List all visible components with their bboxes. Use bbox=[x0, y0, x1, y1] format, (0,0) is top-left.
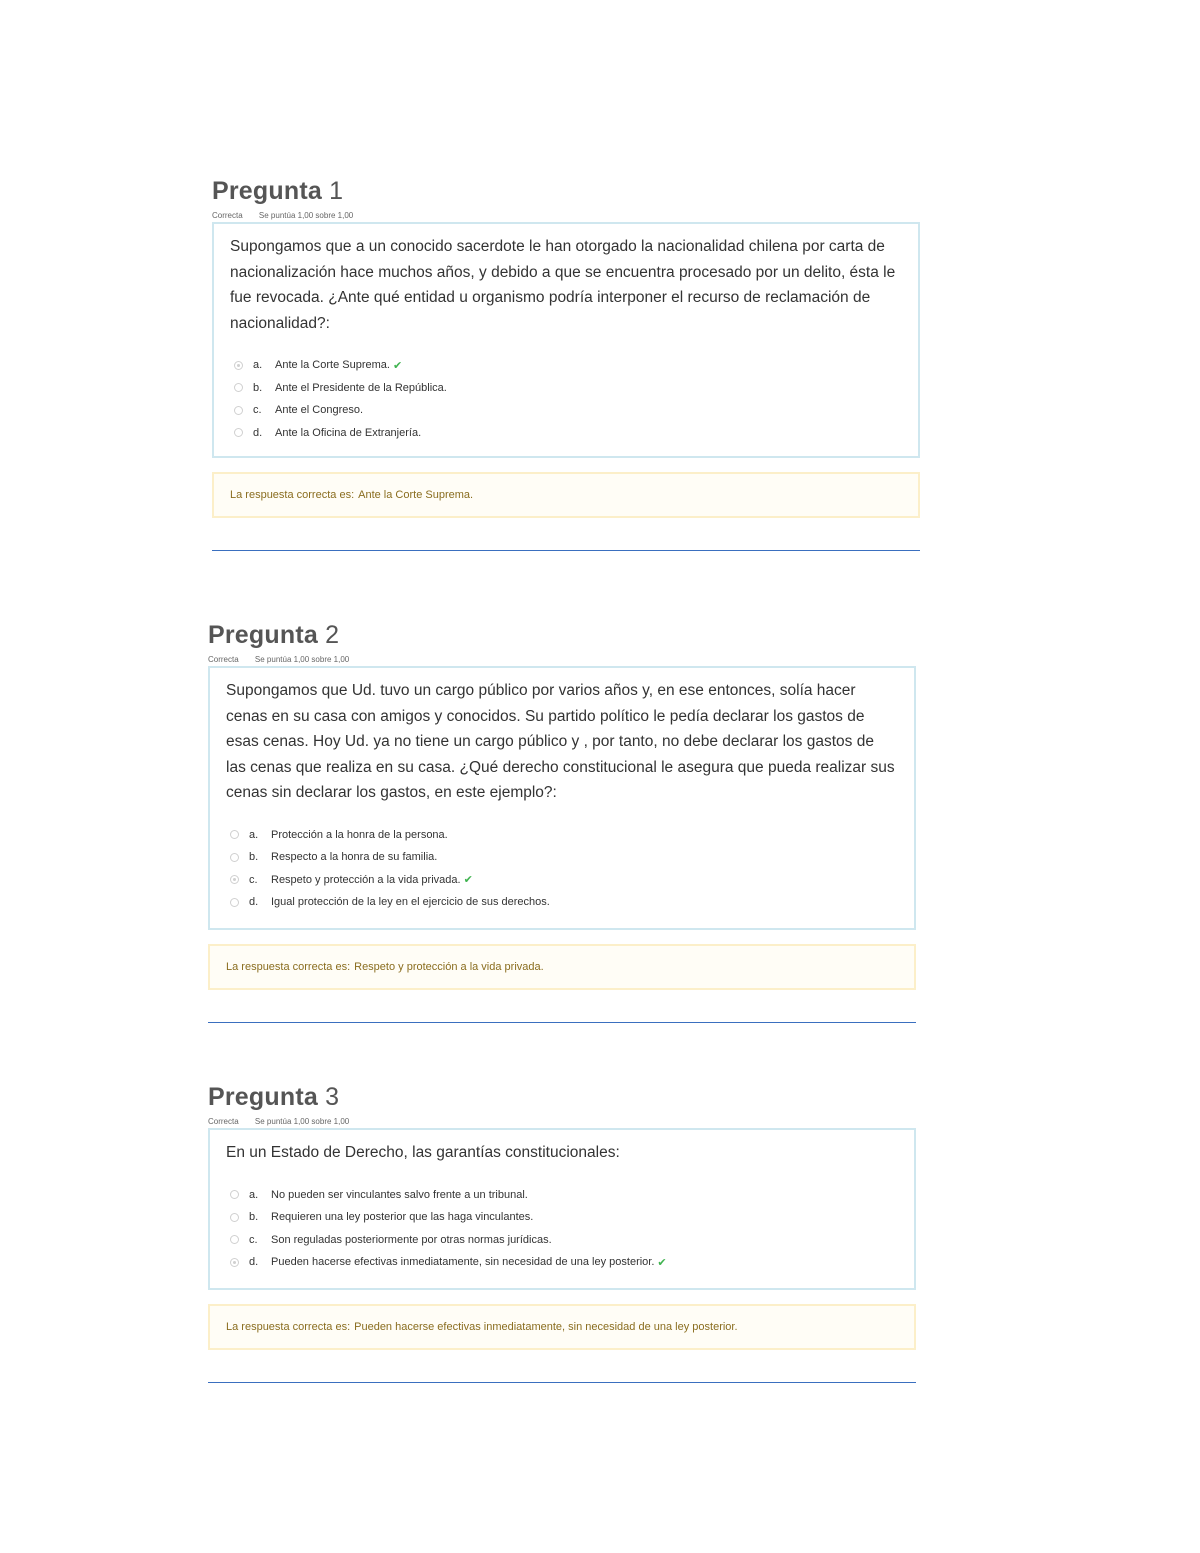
radio-icon[interactable] bbox=[234, 383, 243, 392]
feedback-answer: Pueden hacerse efectivas inmediatamente, sin necesidad de una ley posterior. bbox=[354, 1321, 738, 1333]
option-text: Protección a la honra de la persona. bbox=[271, 828, 448, 841]
question-box bbox=[208, 1128, 916, 1290]
option-letter: d. bbox=[253, 426, 263, 439]
question-text: En un Estado de Derecho, las garantías constitucionales: bbox=[226, 1144, 620, 1161]
option-letter: c. bbox=[249, 873, 258, 886]
radio-icon[interactable] bbox=[230, 1190, 239, 1199]
radio-icon[interactable] bbox=[230, 1258, 239, 1267]
question-status: Correcta bbox=[208, 655, 239, 664]
question-status: Correcta bbox=[208, 1117, 239, 1126]
answer-options bbox=[226, 1184, 898, 1274]
option-letter: a. bbox=[249, 1188, 259, 1201]
feedback-box bbox=[212, 472, 920, 518]
question-label: Pregunta bbox=[208, 621, 318, 649]
option-text: Ante la Corte Suprema. bbox=[275, 359, 390, 372]
answer-option-c[interactable] bbox=[230, 869, 898, 892]
option-text: Ante la Oficina de Extranjería. bbox=[275, 426, 422, 439]
feedback-answer: Respeto y protección a la vida privada. bbox=[354, 961, 544, 973]
radio-icon[interactable] bbox=[230, 1213, 239, 1222]
answer-option-d[interactable] bbox=[230, 891, 898, 914]
question-number: 1 bbox=[329, 177, 344, 205]
question-3 bbox=[208, 1082, 916, 1383]
feedback-prefix: La respuesta correcta es: bbox=[226, 961, 351, 973]
answer-option-a[interactable] bbox=[234, 354, 902, 377]
option-letter: d. bbox=[249, 896, 259, 909]
answer-option-d[interactable] bbox=[234, 422, 902, 445]
check-icon: ✔ bbox=[463, 874, 473, 887]
question-number: 3 bbox=[325, 1083, 340, 1111]
divider bbox=[208, 1382, 916, 1383]
question-box bbox=[208, 666, 916, 930]
radio-icon[interactable] bbox=[230, 898, 239, 907]
option-text: Respeto y protección a la vida privada. bbox=[271, 873, 461, 886]
answer-options bbox=[230, 354, 902, 444]
question-text: Supongamos que a un conocido sacerdote le han otorgado la nacionalidad chilena por carta de nacionalización hace muchos años, y debido a que se encuentra procesado por un delito, ésta le fue revocada. ¿Ante qué entidad u organismo podría interponer el recurso de reclamación de nacionalidad?: bbox=[230, 238, 896, 332]
option-text: Ante el Congreso. bbox=[275, 404, 364, 417]
question-meta bbox=[208, 654, 916, 666]
option-text: Requieren una ley posterior que las haga vinculantes. bbox=[271, 1211, 534, 1224]
option-letter: d. bbox=[249, 1256, 259, 1269]
option-letter: b. bbox=[253, 381, 263, 394]
answer-option-b[interactable] bbox=[230, 846, 898, 869]
check-icon: ✔ bbox=[392, 359, 403, 372]
radio-icon[interactable] bbox=[234, 361, 243, 370]
radio-icon[interactable] bbox=[230, 1235, 239, 1244]
answer-option-c[interactable] bbox=[234, 399, 902, 422]
option-letter: a. bbox=[249, 828, 259, 841]
question-1 bbox=[212, 176, 920, 551]
question-score: Se puntúa 1,00 sobre 1,00 bbox=[254, 655, 350, 664]
radio-icon[interactable] bbox=[230, 875, 239, 884]
question-status: Correcta bbox=[212, 211, 243, 220]
radio-icon[interactable] bbox=[234, 406, 243, 415]
question-meta bbox=[208, 1116, 916, 1128]
question-title bbox=[208, 1082, 916, 1112]
divider bbox=[208, 1022, 916, 1023]
feedback-prefix: La respuesta correcta es: bbox=[226, 1321, 351, 1333]
radio-icon[interactable] bbox=[230, 853, 239, 862]
answer-option-a[interactable] bbox=[230, 1184, 898, 1207]
option-text: No pueden ser vinculantes salvo frente a un tribunal. bbox=[271, 1188, 528, 1201]
question-box bbox=[212, 222, 920, 458]
question-2 bbox=[208, 620, 916, 1023]
question-score: Se puntúa 1,00 sobre 1,00 bbox=[254, 1117, 350, 1126]
question-number: 2 bbox=[325, 621, 340, 649]
radio-icon[interactable] bbox=[230, 830, 239, 839]
option-text: Ante el Presidente de la República. bbox=[275, 381, 447, 394]
answer-options bbox=[226, 824, 898, 914]
question-score: Se puntúa 1,00 sobre 1,00 bbox=[258, 211, 354, 220]
feedback-box bbox=[208, 1304, 916, 1350]
option-text: Igual protección de la ley en el ejercicio de sus derechos. bbox=[271, 896, 550, 909]
option-text: Pueden hacerse efectivas inmediatamente, sin necesidad de una ley posterior. bbox=[271, 1256, 655, 1269]
option-letter: a. bbox=[253, 359, 263, 372]
option-text: Son reguladas posteriormente por otras normas jurídicas. bbox=[271, 1233, 552, 1246]
option-letter: b. bbox=[249, 1211, 259, 1224]
option-letter: c. bbox=[249, 1233, 258, 1246]
question-text: Supongamos que Ud. tuvo un cargo público por varios años y, en ese entonces, solía hacer cenas en su casa con amigos y conocidos. Su partido político le pedía declarar los gastos de esas cenas. Hoy Ud. ya no tiene un cargo público y , por tanto, no debe declarar los gastos de las cenas que realiza en su casa. ¿Qué derecho constitucional le asegura que pueda realizar sus cenas sin declarar los gastos, en este ejemplo?: bbox=[226, 682, 895, 801]
answer-option-c[interactable] bbox=[230, 1229, 898, 1252]
divider bbox=[212, 550, 920, 551]
question-meta bbox=[212, 210, 920, 222]
question-label: Pregunta bbox=[208, 1083, 318, 1111]
answer-option-d[interactable] bbox=[230, 1251, 898, 1274]
question-label: Pregunta bbox=[212, 177, 322, 205]
option-letter: c. bbox=[253, 404, 262, 417]
feedback-answer: Ante la Corte Suprema. bbox=[358, 489, 474, 501]
feedback-prefix: La respuesta correcta es: bbox=[230, 489, 355, 501]
check-icon: ✔ bbox=[657, 1256, 667, 1269]
question-title bbox=[208, 620, 916, 650]
feedback-box bbox=[208, 944, 916, 990]
radio-icon[interactable] bbox=[234, 428, 243, 437]
question-title bbox=[212, 176, 920, 206]
answer-option-b[interactable] bbox=[230, 1206, 898, 1229]
answer-option-a[interactable] bbox=[230, 824, 898, 847]
option-letter: b. bbox=[249, 851, 259, 864]
option-text: Respecto a la honra de su familia. bbox=[271, 851, 438, 864]
answer-option-b[interactable] bbox=[234, 377, 902, 400]
